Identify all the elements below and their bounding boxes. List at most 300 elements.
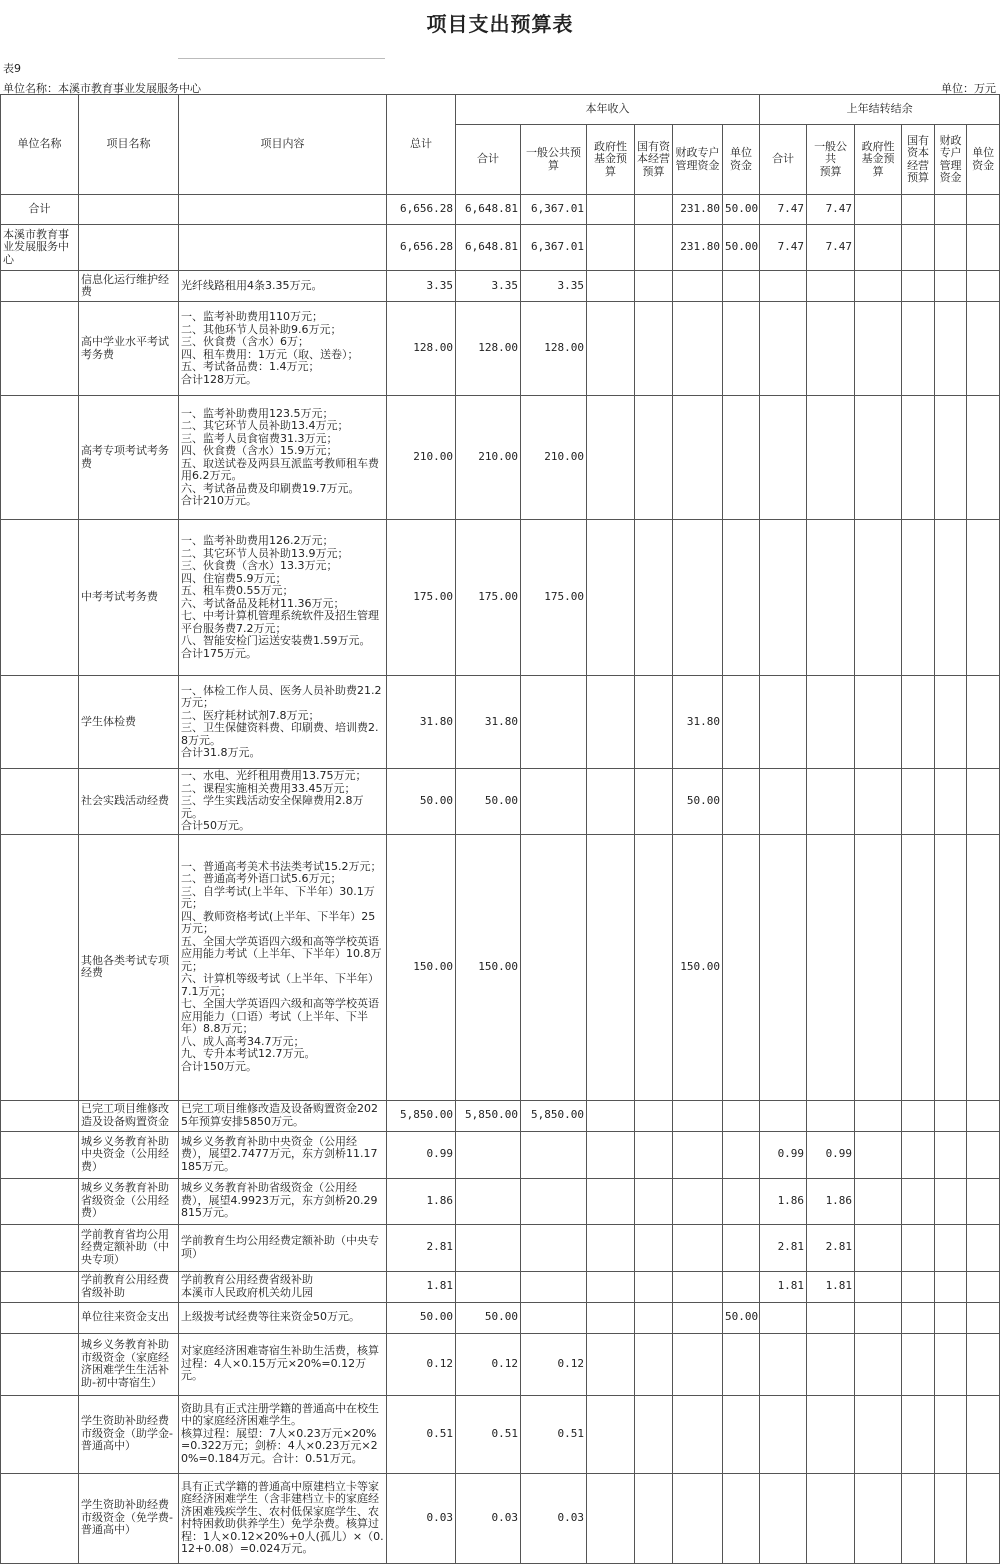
cell-unit-name [1, 1302, 79, 1333]
cell-pb-unit-fund [967, 1131, 1000, 1178]
cell-pb-total [760, 520, 807, 676]
cell-pb-state-capital [902, 1100, 935, 1131]
cell-pb-state-capital [902, 396, 935, 520]
cell-project-content: 已完工项目维修改造及设备购置资金2025年预算安排5850万元。 [179, 1100, 387, 1131]
cell-ci-state-capital [635, 396, 673, 520]
cell-ci-gov-fund [587, 1178, 635, 1224]
cell-project-content [179, 195, 387, 225]
table-number: 表9 [3, 62, 21, 75]
cell-project-name: 学前教育省均公用经费定额补助（中央专项） [79, 1224, 179, 1271]
cell-ci-special [673, 396, 723, 520]
cell-project-content: 一、监考补助费用123.5万元； 二、其它环节人员补助13.4万元； 三、监考人员食宿费31.3万元； 四、伙食费（含水）15.9万元； 五、取送试卷及两县互派监考教师租车费用6.2万元。 六、考试备品费及印刷费19.7万元。 合计210万元。 [179, 396, 387, 520]
cell-unit-name [1, 1131, 79, 1178]
cell-project-content: 一、水电、光纤租用费用13.75万元； 二、课程实施相关费用33.45万元； 三、学生实践活动安全保障费用2.8万元。 合计50万元。 [179, 769, 387, 835]
cell-ci-state-capital [635, 769, 673, 835]
cell-ci-total [456, 1271, 521, 1302]
table-body [1, 195, 1000, 1564]
cell-ci-gov-fund [587, 1302, 635, 1333]
cell-unit-name: 合计 [1, 195, 79, 225]
cell-ci-total: 50.00 [456, 769, 521, 835]
cell-project-content: 一、体检工作人员、医务人员补助费21.2万元； 二、医疗耗材试剂7.8万元； 三、卫生保健资料费、印刷费、培训费2.8万元。 合计31.8万元。 [179, 676, 387, 769]
cell-pb-general [807, 396, 855, 520]
header-pb-general: 一般公 共 预算 [807, 125, 855, 195]
cell-ci-unit-fund [723, 676, 760, 769]
cell-ci-unit-fund [723, 1100, 760, 1131]
cell-ci-special: 231.80 [673, 195, 723, 225]
cell-ci-total: 128.00 [456, 302, 521, 396]
cell-ci-special [673, 520, 723, 676]
cell-pb-general [807, 676, 855, 769]
table-row [1, 225, 1000, 271]
cell-ci-special: 31.80 [673, 676, 723, 769]
cell-ci-gov-fund [587, 271, 635, 302]
cell-pb-unit-fund [967, 195, 1000, 225]
cell-pb-unit-fund [967, 1178, 1000, 1224]
cell-pb-state-capital [902, 520, 935, 676]
cell-ci-general [521, 1271, 587, 1302]
cell-ci-unit-fund [723, 1473, 760, 1563]
cell-pb-general [807, 271, 855, 302]
header-pb-gov-fund: 政府性 基金预 算 [855, 125, 902, 195]
cell-ci-general [521, 1131, 587, 1178]
cell-pb-total [760, 834, 807, 1100]
table-row [1, 1224, 1000, 1271]
cell-pb-unit-fund [967, 1100, 1000, 1131]
cell-ci-general: 0.51 [521, 1395, 587, 1473]
cell-pb-state-capital [902, 1473, 935, 1563]
cell-pb-state-capital [902, 834, 935, 1100]
cell-pb-gov-fund [855, 271, 902, 302]
header-unit-name: 单位名称 [1, 95, 79, 195]
cell-pb-gov-fund [855, 769, 902, 835]
cell-pb-gov-fund [855, 1302, 902, 1333]
cell-total: 150.00 [387, 834, 456, 1100]
cell-ci-gov-fund [587, 1131, 635, 1178]
table-row [1, 396, 1000, 520]
cell-unit-name [1, 1100, 79, 1131]
cell-ci-special [673, 1271, 723, 1302]
cell-ci-state-capital [635, 195, 673, 225]
cell-ci-state-capital [635, 520, 673, 676]
cell-total: 5,850.00 [387, 1100, 456, 1131]
cell-unit-name [1, 1333, 79, 1395]
cell-pb-total [760, 1302, 807, 1333]
header-ci-gov-fund: 政府性基金预算 [587, 125, 635, 195]
cell-ci-special [673, 1302, 723, 1333]
cell-unit-name [1, 1395, 79, 1473]
cell-pb-gov-fund [855, 1224, 902, 1271]
cell-ci-total: 150.00 [456, 834, 521, 1100]
cell-pb-total: 7.47 [760, 225, 807, 271]
cell-ci-total: 50.00 [456, 1302, 521, 1333]
table-row [1, 1100, 1000, 1131]
cell-pb-state-capital [902, 1271, 935, 1302]
header-ci-total: 合计 [456, 125, 521, 195]
header-prior-balance: 上年结转结余 [760, 95, 1000, 125]
cell-project-name: 单位往来资金支出 [79, 1302, 179, 1333]
cell-pb-total [760, 1395, 807, 1473]
cell-ci-general: 0.03 [521, 1473, 587, 1563]
table-row [1, 1131, 1000, 1178]
cell-pb-unit-fund [967, 769, 1000, 835]
cell-ci-general: 210.00 [521, 396, 587, 520]
cell-pb-gov-fund [855, 520, 902, 676]
table-row [1, 302, 1000, 396]
cell-ci-general [521, 1178, 587, 1224]
cell-unit-name [1, 769, 79, 835]
cell-pb-total: 0.99 [760, 1131, 807, 1178]
cell-pb-state-capital [902, 271, 935, 302]
cell-pb-gov-fund [855, 1100, 902, 1131]
cell-pb-unit-fund [967, 225, 1000, 271]
cell-pb-state-capital [902, 1333, 935, 1395]
cell-ci-state-capital [635, 1131, 673, 1178]
cell-pb-special [935, 676, 967, 769]
cell-ci-unit-fund: 50.00 [723, 195, 760, 225]
cell-pb-state-capital [902, 1178, 935, 1224]
cell-ci-state-capital [635, 676, 673, 769]
cell-project-name: 城乡义务教育补助省级资金（公用经费） [79, 1178, 179, 1224]
cell-unit-name [1, 396, 79, 520]
cell-total: 1.86 [387, 1178, 456, 1224]
cell-pb-state-capital [902, 769, 935, 835]
table-row [1, 1395, 1000, 1473]
cell-ci-state-capital [635, 1302, 673, 1333]
table-row [1, 769, 1000, 835]
cell-pb-total [760, 1100, 807, 1131]
cell-project-name [79, 195, 179, 225]
cell-project-content: 学前教育公用经费省级补助 本溪市人民政府机关幼儿园 [179, 1271, 387, 1302]
cell-project-content: 具有正式学籍的普通高中原建档立卡等家庭经济困难学生（含非建档立卡的家庭经济困难残疾学生、农村低保家庭学生、农村特困救助供养学生）免学杂费。核算过程：1人×0.12×20%+0人(孤儿）×（0.12+0.08）=0.024万元。 [179, 1473, 387, 1563]
cell-pb-unit-fund [967, 1271, 1000, 1302]
cell-pb-gov-fund [855, 834, 902, 1100]
cell-ci-special [673, 1333, 723, 1395]
cell-pb-gov-fund [855, 302, 902, 396]
cell-pb-special [935, 271, 967, 302]
cell-ci-state-capital [635, 1100, 673, 1131]
cell-project-name: 学前教育公用经费省级补助 [79, 1271, 179, 1302]
cell-ci-general [521, 769, 587, 835]
cell-ci-unit-fund [723, 1333, 760, 1395]
cell-project-name: 已完工项目维修改造及设备购置资金 [79, 1100, 179, 1131]
table-row [1, 676, 1000, 769]
cell-pb-gov-fund [855, 1271, 902, 1302]
header-ci-special: 财政专户管理资金 [673, 125, 723, 195]
cell-unit-name [1, 834, 79, 1100]
cell-pb-general [807, 302, 855, 396]
cell-ci-special: 150.00 [673, 834, 723, 1100]
cell-ci-gov-fund [587, 769, 635, 835]
header-project-name: 项目名称 [79, 95, 179, 195]
cell-pb-special [935, 1178, 967, 1224]
cell-project-name: 其他各类考试专项经费 [79, 834, 179, 1100]
cell-ci-total [456, 1131, 521, 1178]
cell-pb-state-capital [902, 225, 935, 271]
cell-pb-state-capital [902, 1395, 935, 1473]
cell-pb-general: 2.81 [807, 1224, 855, 1271]
cell-ci-unit-fund [723, 271, 760, 302]
cell-pb-general: 0.99 [807, 1131, 855, 1178]
table-row [1, 834, 1000, 1100]
cell-pb-unit-fund [967, 1224, 1000, 1271]
cell-project-content: 一、监考补助费用110万元； 二、其他环节人员补助9.6万元； 三、伙食费（含水）6万； 四、租车费用：1万元（取、送卷）； 五、考试备品费：1.4万元； 合计128万元。 [179, 302, 387, 396]
cell-ci-special: 50.00 [673, 769, 723, 835]
cell-pb-general: 1.86 [807, 1178, 855, 1224]
cell-pb-gov-fund [855, 676, 902, 769]
cell-project-content: 一、监考补助费用126.2万元； 二、其它环节人员补助13.9万元； 三、伙食费（含水）13.3万元； 四、住宿费5.9万元； 五、租车费0.55万元； 六、考试备品及耗材11.36万元； 七、中考计算机管理系统软件及招生管理平台服务费7.2万元； 八、智能安检门运送安装费1.59万元。 合计175万元。 [179, 520, 387, 676]
cell-ci-special [673, 1178, 723, 1224]
cell-total: 0.12 [387, 1333, 456, 1395]
header-pb-unit-fund: 单位 资金 [967, 125, 1000, 195]
cell-pb-general [807, 1395, 855, 1473]
cell-pb-total [760, 1333, 807, 1395]
cell-ci-state-capital [635, 1178, 673, 1224]
cell-unit-name [1, 1224, 79, 1271]
cell-pb-special [935, 1224, 967, 1271]
cell-unit-name: 本溪市教育事业发展服务中心 [1, 225, 79, 271]
page-title: 项目支出预算表 [426, 12, 574, 36]
cell-pb-state-capital [902, 1224, 935, 1271]
cell-ci-general: 6,367.01 [521, 225, 587, 271]
cell-project-name: 信息化运行维护经费 [79, 271, 179, 302]
cell-pb-total [760, 396, 807, 520]
table-row [1, 1302, 1000, 1333]
cell-ci-unit-fund [723, 834, 760, 1100]
cell-total: 31.80 [387, 676, 456, 769]
cell-unit-name [1, 271, 79, 302]
cell-unit-name [1, 520, 79, 676]
cell-ci-gov-fund [587, 1271, 635, 1302]
cell-ci-general [521, 834, 587, 1100]
cell-pb-general [807, 1302, 855, 1333]
cell-pb-total: 1.86 [760, 1178, 807, 1224]
cell-pb-unit-fund [967, 1302, 1000, 1333]
cell-ci-general: 128.00 [521, 302, 587, 396]
cell-total: 0.99 [387, 1131, 456, 1178]
cell-pb-total: 2.81 [760, 1224, 807, 1271]
cell-ci-gov-fund [587, 225, 635, 271]
cell-ci-gov-fund [587, 834, 635, 1100]
cell-project-name: 城乡义务教育补助市级资金（家庭经济困难学生生活补助-初中寄宿生） [79, 1333, 179, 1395]
cell-ci-state-capital [635, 271, 673, 302]
cell-project-name [79, 225, 179, 271]
cell-project-content: 对家庭经济困难寄宿生补助生活费，核算过程：4人×0.15万元×20%=0.12万元。 [179, 1333, 387, 1395]
cell-project-name: 社会实践活动经费 [79, 769, 179, 835]
table-row [1, 1271, 1000, 1302]
cell-ci-gov-fund [587, 302, 635, 396]
cell-pb-special [935, 1131, 967, 1178]
cell-pb-gov-fund [855, 1178, 902, 1224]
cell-pb-special [935, 1100, 967, 1131]
cell-ci-unit-fund [723, 520, 760, 676]
cell-total: 175.00 [387, 520, 456, 676]
cell-ci-unit-fund [723, 1224, 760, 1271]
cell-pb-general [807, 1100, 855, 1131]
cell-total: 0.03 [387, 1473, 456, 1563]
cell-pb-special [935, 396, 967, 520]
cell-pb-total [760, 302, 807, 396]
header-pb-total: 合计 [760, 125, 807, 195]
cell-ci-unit-fund [723, 302, 760, 396]
cell-pb-special [935, 1333, 967, 1395]
cell-pb-state-capital [902, 302, 935, 396]
cell-pb-general: 7.47 [807, 195, 855, 225]
cell-ci-total: 210.00 [456, 396, 521, 520]
header-pb-state-capital: 国有 资本 经营 预算 [902, 125, 935, 195]
cell-ci-total [456, 1178, 521, 1224]
header-ci-state-capital: 国有资本经营预算 [635, 125, 673, 195]
cell-pb-special [935, 1271, 967, 1302]
cell-ci-special [673, 1100, 723, 1131]
cell-total: 1.81 [387, 1271, 456, 1302]
cell-ci-special [673, 302, 723, 396]
cell-pb-special [935, 302, 967, 396]
cell-pb-gov-fund [855, 195, 902, 225]
cell-ci-total: 3.35 [456, 271, 521, 302]
cell-ci-total: 0.51 [456, 1395, 521, 1473]
cell-ci-total: 6,648.81 [456, 225, 521, 271]
cell-ci-special [673, 1395, 723, 1473]
cell-pb-state-capital [902, 195, 935, 225]
table-row [1, 195, 1000, 225]
cell-ci-state-capital [635, 302, 673, 396]
cell-ci-gov-fund [587, 1333, 635, 1395]
cell-ci-special: 231.80 [673, 225, 723, 271]
cell-pb-special [935, 195, 967, 225]
cell-pb-gov-fund [855, 1473, 902, 1563]
table-row [1, 271, 1000, 302]
cell-ci-total: 0.03 [456, 1473, 521, 1563]
cell-pb-special [935, 1302, 967, 1333]
table-row [1, 1473, 1000, 1563]
cell-pb-gov-fund [855, 1131, 902, 1178]
cell-ci-state-capital [635, 1473, 673, 1563]
cell-unit-name [1, 676, 79, 769]
cell-ci-state-capital [635, 225, 673, 271]
cell-total: 2.81 [387, 1224, 456, 1271]
cell-ci-unit-fund [723, 1395, 760, 1473]
cell-pb-unit-fund [967, 396, 1000, 520]
cell-project-name: 学生体检费 [79, 676, 179, 769]
cell-ci-unit-fund [723, 1178, 760, 1224]
cell-pb-total [760, 676, 807, 769]
cell-pb-gov-fund [855, 1333, 902, 1395]
table-row [1, 520, 1000, 676]
cell-total: 50.00 [387, 1302, 456, 1333]
cell-ci-gov-fund [587, 676, 635, 769]
cell-ci-gov-fund [587, 1473, 635, 1563]
header-pb-special: 财政 专户 管理 资金 [935, 125, 967, 195]
cell-ci-special [673, 1473, 723, 1563]
cell-ci-general [521, 676, 587, 769]
cell-total: 128.00 [387, 302, 456, 396]
cell-pb-unit-fund [967, 1395, 1000, 1473]
cell-pb-state-capital [902, 1131, 935, 1178]
cell-unit-name [1, 302, 79, 396]
cell-pb-general: 7.47 [807, 225, 855, 271]
title-underline [178, 58, 385, 59]
header-project-content: 项目内容 [179, 95, 387, 195]
cell-pb-gov-fund [855, 396, 902, 520]
cell-total: 6,656.28 [387, 195, 456, 225]
cell-ci-unit-fund [723, 1271, 760, 1302]
cell-ci-gov-fund [587, 195, 635, 225]
cell-pb-special [935, 834, 967, 1100]
cell-ci-special [673, 1224, 723, 1271]
cell-ci-total: 5,850.00 [456, 1100, 521, 1131]
header-ci-unit-fund: 单位资金 [723, 125, 760, 195]
cell-ci-unit-fund: 50.00 [723, 1302, 760, 1333]
cell-ci-general [521, 1224, 587, 1271]
cell-unit-name [1, 1271, 79, 1302]
cell-total: 0.51 [387, 1395, 456, 1473]
cell-pb-total: 1.81 [760, 1271, 807, 1302]
cell-project-content: 一、普通高考美术书法类考试15.2万元； 二、普通高考外语口试5.6万元； 三、自学考试(上半年、下半年）30.1万元； 四、教师资格考试(上半年、下半年）25万元； 五、全国大学英语四六级和高等学校英语应用能力考试（上半年、下半年）10.8万元； 六、计算机等级考试（上半年、下半年）7.1万元； 七、全国大学英语四六级和高等学校英语应用能力（口语）考试（上半年、下半年）8.8万元； 八、成人高考34.7万元； 九、专升本考试12.7万元。 合计150万元。 [179, 834, 387, 1100]
cell-project-name: 中考考试考务费 [79, 520, 179, 676]
cell-project-name: 高中学业水平考试考务费 [79, 302, 179, 396]
cell-ci-gov-fund [587, 1100, 635, 1131]
cell-project-name: 城乡义务教育补助中央资金（公用经费） [79, 1131, 179, 1178]
cell-pb-special [935, 1473, 967, 1563]
cell-ci-state-capital [635, 1271, 673, 1302]
cell-pb-special [935, 520, 967, 676]
header-total: 总计 [387, 95, 456, 195]
cell-pb-total [760, 769, 807, 835]
table-row [1, 1178, 1000, 1224]
cell-ci-general: 0.12 [521, 1333, 587, 1395]
cell-ci-total [456, 1224, 521, 1271]
cell-ci-total: 0.12 [456, 1333, 521, 1395]
cell-ci-gov-fund [587, 396, 635, 520]
cell-pb-general [807, 834, 855, 1100]
cell-project-name: 学生资助补助经费市级资金（助学金-普通高中） [79, 1395, 179, 1473]
cell-pb-general: 1.81 [807, 1271, 855, 1302]
cell-ci-gov-fund [587, 1224, 635, 1271]
cell-total: 50.00 [387, 769, 456, 835]
cell-project-content [179, 225, 387, 271]
cell-pb-unit-fund [967, 302, 1000, 396]
cell-project-content: 资助具有正式注册学籍的普通高中在校生中的家庭经济困难学生。 核算过程：展望：7人×0.23万元×20%=0.322万元；剑桥：4人×0.23万元×20%=0.184万元。合计：0.51万元。 [179, 1395, 387, 1473]
cell-project-content: 城乡义务教育补助中央资金（公用经费），展望2.7477万元，东方剑桥11.17185万元。 [179, 1131, 387, 1178]
cell-ci-general: 5,850.00 [521, 1100, 587, 1131]
cell-ci-general: 3.35 [521, 271, 587, 302]
unit-name-label: 单位名称：本溪市教育事业发展服务中心 [3, 82, 201, 95]
cell-pb-total [760, 271, 807, 302]
cell-ci-total: 31.80 [456, 676, 521, 769]
cell-pb-unit-fund [967, 1473, 1000, 1563]
cell-pb-total: 7.47 [760, 195, 807, 225]
project-budget-table [0, 94, 1000, 1564]
cell-pb-total [760, 1473, 807, 1563]
table-row [1, 1333, 1000, 1395]
cell-pb-special [935, 225, 967, 271]
cell-pb-gov-fund [855, 225, 902, 271]
cell-ci-state-capital [635, 834, 673, 1100]
cell-pb-unit-fund [967, 271, 1000, 302]
cell-pb-special [935, 1395, 967, 1473]
cell-project-name: 高考专项考试考务费 [79, 396, 179, 520]
cell-ci-state-capital [635, 1395, 673, 1473]
header-current-income: 本年收入 [456, 95, 760, 125]
cell-ci-state-capital [635, 1224, 673, 1271]
cell-pb-general [807, 520, 855, 676]
cell-total: 6,656.28 [387, 225, 456, 271]
cell-unit-name [1, 1178, 79, 1224]
cell-unit-name [1, 1473, 79, 1563]
cell-ci-unit-fund [723, 396, 760, 520]
cell-pb-unit-fund [967, 676, 1000, 769]
cell-pb-state-capital [902, 676, 935, 769]
